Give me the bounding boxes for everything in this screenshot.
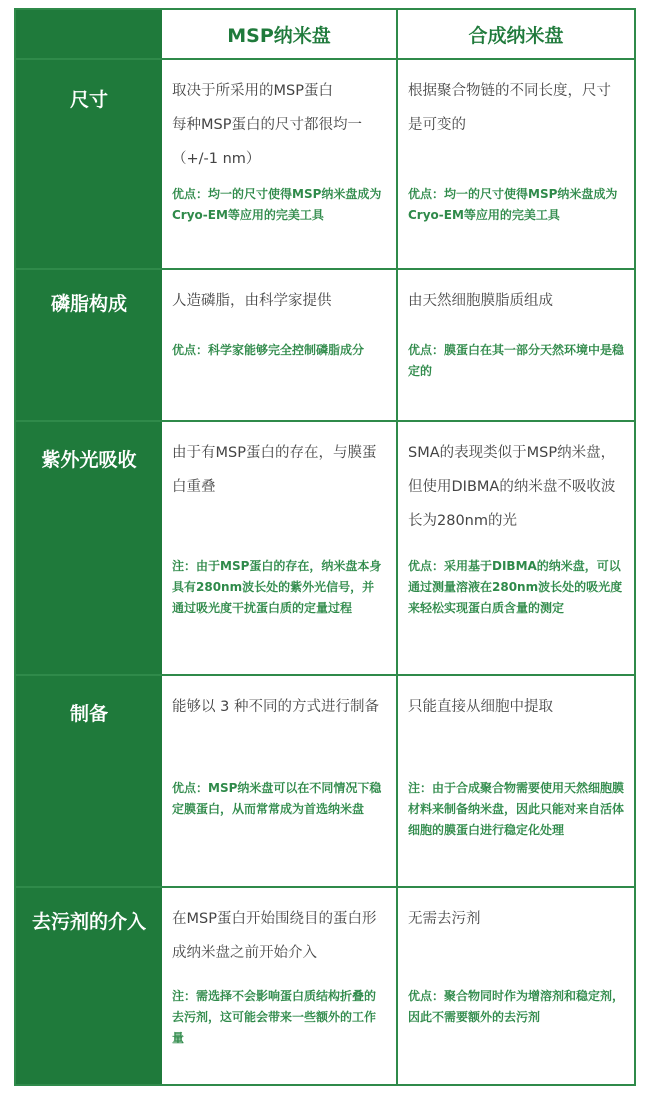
cell-main-text: SMA的表现类似于MSP纳米盘，但使用DIBMA的纳米盘不吸收波长为280nm的光 [408, 445, 616, 529]
table-row-phospholipid [16, 270, 634, 422]
cell-msp [162, 422, 398, 674]
cell-note-text: 优点：均一的尺寸使得MSP纳米盘成为Cryo-EM等应用的完美工具 [408, 187, 618, 222]
cell-note-text: 优点：膜蛋白在其一部分天然环境中是稳定的 [408, 343, 625, 378]
cell-synthetic [398, 422, 634, 674]
row-label-cell [16, 270, 162, 420]
comparison-table [14, 8, 636, 1086]
cell-note-text: 优点：均一的尺寸使得MSP纳米盘成为Cryo-EM等应用的完美工具 [172, 187, 382, 222]
table-row-uv-absorption [16, 422, 634, 676]
cell-main-text: 只能直接从细胞中提取 [408, 699, 553, 715]
cell-synthetic [398, 888, 634, 1084]
cell-note-text: 优点：科学家能够完全控制磷脂成分 [172, 343, 365, 357]
cell-note-text: 优点：采用基于DIBMA的纳米盘，可以通过测量溶液在280nm波长处的吸光度来轻松实现蛋白质含量的测定 [408, 559, 623, 615]
header-row [16, 10, 634, 60]
cell-note-text: 注：由于合成聚合物需要使用天然细胞膜材料来制备纳米盘，因此只能对来自活体细胞的膜蛋白进行稳定化处理 [408, 781, 625, 837]
row-label-cell [16, 60, 162, 268]
cell-synthetic [398, 270, 634, 420]
table-row-detergent [16, 888, 634, 1084]
cell-msp [162, 888, 398, 1084]
cell-note-text: 注：需选择不会影响蛋白质结构折叠的去污剂，这可能会带来一些额外的工作量 [172, 989, 377, 1045]
row-label: 制备 [69, 703, 108, 725]
row-label-cell [16, 676, 162, 886]
column-title-synthetic: 合成纳米盘 [468, 25, 564, 47]
cell-main-text: 能够以 3 种不同的方式进行制备 [172, 699, 379, 715]
row-label: 去污剂的介入 [31, 911, 146, 933]
cell-msp [162, 676, 398, 886]
cell-main-text: 人造磷脂，由科学家提供 [172, 293, 332, 309]
cell-msp [162, 270, 398, 420]
header-corner-cell [16, 10, 162, 58]
cell-note-text: 注：由于MSP蛋白的存在，纳米盘本身具有280nm波长处的紫外光信号，并通过吸光度干扰蛋白质的定量过程 [172, 559, 382, 615]
header-cell-synthetic [398, 10, 634, 58]
cell-main-text: 由于有MSP蛋白的存在，与膜蛋白重叠 [172, 445, 377, 495]
cell-synthetic [398, 60, 634, 268]
cell-main-text: 根据聚合物链的不同长度，尺寸是可变的 [408, 83, 611, 133]
column-title-msp: MSP纳米盘 [227, 25, 331, 47]
table-row-size [16, 60, 634, 270]
cell-main-text: 由天然细胞膜脂质组成 [408, 293, 553, 309]
cell-main-text: 无需去污剂 [408, 911, 481, 927]
table-row-preparation [16, 676, 634, 888]
cell-msp [162, 60, 398, 268]
cell-note-text: 优点：MSP纳米盘可以在不同情况下稳定膜蛋白，从而常常成为首选纳米盘 [172, 781, 382, 816]
row-label-cell [16, 888, 162, 1084]
row-label-cell [16, 422, 162, 674]
row-label: 磷脂构成 [50, 293, 127, 315]
header-cell-msp [162, 10, 398, 58]
cell-main-text: 在MSP蛋白开始围绕目的蛋白形成纳米盘之前开始介入 [172, 911, 377, 961]
cell-main-text: 取决于所采用的MSP蛋白 每种MSP蛋白的尺寸都很均一（+/-1 nm） [172, 83, 362, 167]
cell-synthetic [398, 676, 634, 886]
row-label: 尺寸 [69, 89, 108, 111]
row-label: 紫外光吸收 [41, 449, 137, 471]
cell-note-text: 优点：聚合物同时作为增溶剂和稳定剂，因此不需要额外的去污剂 [408, 989, 625, 1024]
